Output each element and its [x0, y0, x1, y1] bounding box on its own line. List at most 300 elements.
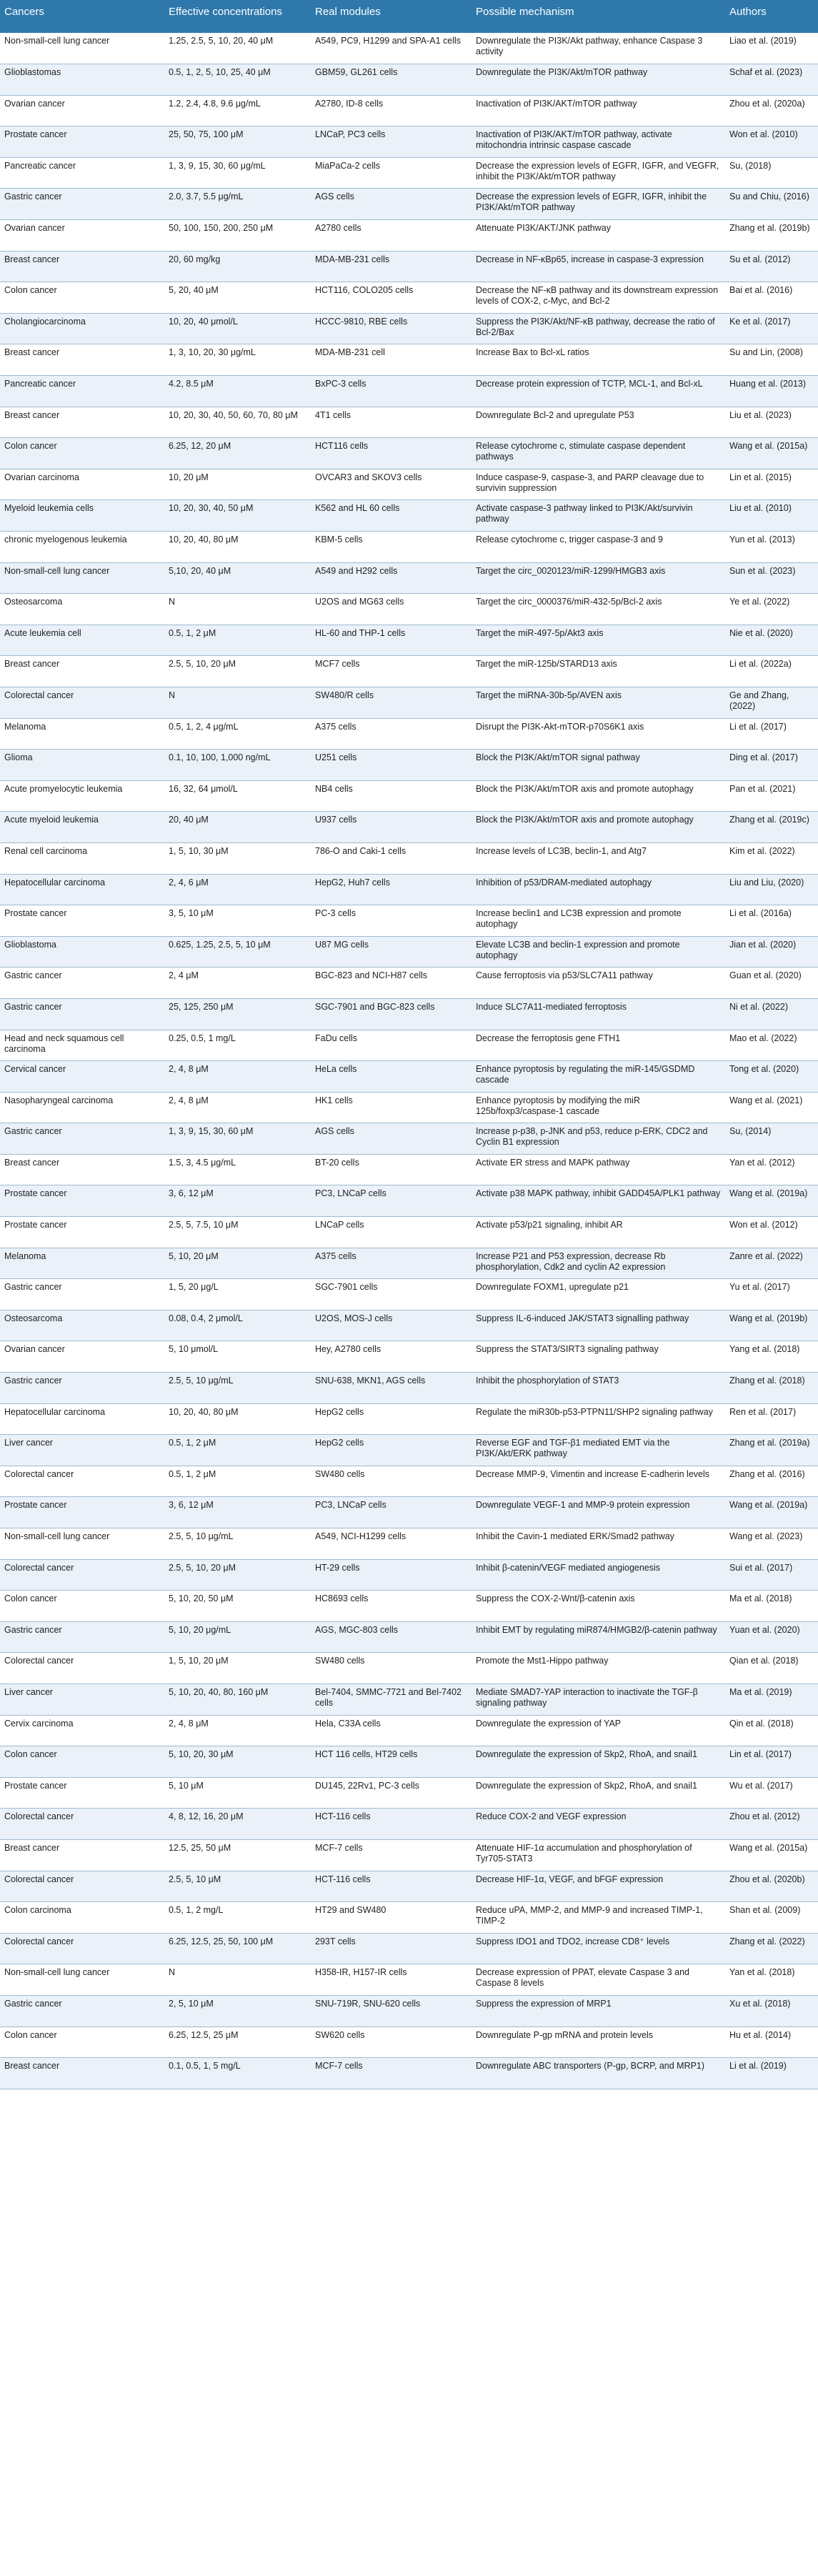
concentration-cell: 2, 5, 10 μM: [164, 1995, 311, 2027]
mechanism-cell: Inhibit the phosphorylation of STAT3: [472, 1373, 725, 1404]
author-cell: Yan et al. (2018): [725, 1964, 818, 1996]
author-cell: Liu et al. (2023): [725, 407, 818, 438]
cancer-cell: Gastric cancer: [0, 1373, 164, 1404]
module-cell: HCCC-9810, RBE cells: [311, 313, 472, 344]
module-cell: LNCaP, PC3 cells: [311, 126, 472, 158]
table-row: [0, 1061, 818, 1093]
cancer-cell: Cholangiocarcinoma: [0, 313, 164, 344]
author-cell: Li et al. (2019): [725, 2058, 818, 2089]
author-cell: Tong et al. (2020): [725, 1061, 818, 1093]
module-cell: SNU-638, MKN1, AGS cells: [311, 1373, 472, 1404]
mechanism-cell: Enhance pyroptosis by regulating the miR-145/GSDMD cascade: [472, 1061, 725, 1093]
cancer-cell: Gastric cancer: [0, 1279, 164, 1311]
author-cell: Yuan et al. (2020): [725, 1621, 818, 1653]
module-cell: HCT-116 cells: [311, 1871, 472, 1902]
table-row: [0, 1777, 818, 1809]
module-cell: HT-29 cells: [311, 1559, 472, 1591]
module-cell: KBM-5 cells: [311, 532, 472, 563]
author-cell: Zhou et al. (2012): [725, 1809, 818, 1840]
concentration-cell: 2, 4, 6 μM: [164, 874, 311, 905]
module-cell: OVCAR3 and SKOV3 cells: [311, 469, 472, 500]
cancer-cell: Acute promyelocytic leukemia: [0, 780, 164, 812]
header-effective-concentrations: Effective concentrations: [164, 0, 311, 33]
table-row: [0, 718, 818, 750]
cancer-cell: Non-small-cell lung cancer: [0, 562, 164, 594]
mechanism-cell: Release cytochrome c, stimulate caspase dependent pathways: [472, 438, 725, 469]
mechanism-cell: Decrease protein expression of TCTP, MCL-1, and Bcl-xL: [472, 376, 725, 407]
mechanism-cell: Suppress IDO1 and TDO2, increase CD8⁺ levels: [472, 1933, 725, 1964]
module-cell: PC3, LNCaP cells: [311, 1497, 472, 1528]
author-cell: Zhang et al. (2018): [725, 1373, 818, 1404]
module-cell: HeLa cells: [311, 1061, 472, 1093]
cancer-cell: Breast cancer: [0, 251, 164, 282]
table-row: [0, 313, 818, 344]
concentration-cell: 2, 4 μM: [164, 968, 311, 999]
concentration-cell: 1, 3, 10, 20, 30 μg/mL: [164, 344, 311, 376]
mechanism-cell: Downregulate the expression of YAP: [472, 1715, 725, 1746]
mechanism-cell: Inhibit β-catenin/VEGF mediated angiogenesis: [472, 1559, 725, 1591]
cancer-cell: Colon cancer: [0, 282, 164, 314]
cancer-cell: Prostate cancer: [0, 126, 164, 158]
concentration-cell: 2.5, 5, 7.5, 10 μM: [164, 1217, 311, 1248]
mechanism-cell: Decrease MMP-9, Vimentin and increase E-cadherin levels: [472, 1466, 725, 1497]
module-cell: A375 cells: [311, 1248, 472, 1279]
module-cell: HCT-116 cells: [311, 1809, 472, 1840]
author-cell: Bai et al. (2016): [725, 282, 818, 314]
module-cell: U2OS and MG63 cells: [311, 594, 472, 625]
author-cell: Liu and Liu, (2020): [725, 874, 818, 905]
table-row: [0, 1279, 818, 1311]
cancer-cell: Liver cancer: [0, 1435, 164, 1466]
concentration-cell: 1.5, 3, 4.5 μg/mL: [164, 1154, 311, 1185]
author-cell: Zhang et al. (2019b): [725, 220, 818, 252]
author-cell: Ye et al. (2022): [725, 594, 818, 625]
mechanism-cell: Inhibit EMT by regulating miR874/HMGB2/β-catenin pathway: [472, 1621, 725, 1653]
module-cell: U87 MG cells: [311, 936, 472, 968]
cancer-cell: Hepatocellular carcinoma: [0, 1403, 164, 1435]
author-cell: Zhou et al. (2020a): [725, 95, 818, 126]
mechanism-cell: Promote the Mst1-Hippo pathway: [472, 1653, 725, 1684]
concentration-cell: 25, 125, 250 μM: [164, 998, 311, 1030]
cancer-cell: Colorectal cancer: [0, 1466, 164, 1497]
module-cell: FaDu cells: [311, 1030, 472, 1061]
table-row: [0, 1995, 818, 2027]
module-cell: AGS cells: [311, 1123, 472, 1155]
module-cell: GBM59, GL261 cells: [311, 64, 472, 96]
module-cell: Hela, C33A cells: [311, 1715, 472, 1746]
table-row: [0, 1030, 818, 1061]
cancer-cell: Melanoma: [0, 1248, 164, 1279]
cancer-cell: Colorectal cancer: [0, 1809, 164, 1840]
cancer-cell: Gastric cancer: [0, 1123, 164, 1155]
concentration-cell: 2.5, 5, 10 μM: [164, 1871, 311, 1902]
concentration-cell: 0.1, 10, 100, 1,000 ng/mL: [164, 750, 311, 781]
concentration-cell: 5, 10, 20, 40, 80, 160 μM: [164, 1684, 311, 1715]
concentration-cell: 16, 32, 64 μmol/L: [164, 780, 311, 812]
author-cell: Schaf et al. (2023): [725, 64, 818, 96]
cancer-cell: Prostate cancer: [0, 1497, 164, 1528]
cancer-cell: Nasopharyngeal carcinoma: [0, 1092, 164, 1123]
table-row: [0, 64, 818, 96]
concentration-cell: 2.5, 5, 10, 20 μM: [164, 1559, 311, 1591]
module-cell: HepG2 cells: [311, 1435, 472, 1466]
table-row: [0, 500, 818, 532]
module-cell: A2780 cells: [311, 220, 472, 252]
mechanism-cell: Block the PI3K/Akt/mTOR axis and promote autophagy: [472, 780, 725, 812]
table-row: [0, 1839, 818, 1871]
table-row: [0, 1373, 818, 1404]
table-row: [0, 344, 818, 376]
mechanism-cell: Decrease in NF-κBp65, increase in caspase-3 expression: [472, 251, 725, 282]
module-cell: K562 and HL 60 cells: [311, 500, 472, 532]
mechanism-cell: Activate ER stress and MAPK pathway: [472, 1154, 725, 1185]
author-cell: Yu et al. (2017): [725, 1279, 818, 1311]
concentration-cell: 5, 10, 20, 30 μM: [164, 1746, 311, 1778]
author-cell: Kim et al. (2022): [725, 842, 818, 874]
concentration-cell: 1.2, 2.4, 4.8, 9.6 μg/mL: [164, 95, 311, 126]
cancer-cell: Non-small-cell lung cancer: [0, 33, 164, 64]
mechanism-cell: Decrease expression of PPAT, elevate Caspase 3 and Caspase 8 levels: [472, 1964, 725, 1996]
concentration-cell: 2, 4, 8 μM: [164, 1715, 311, 1746]
mechanism-cell: Mediate SMAD7-YAP interaction to inactivate the TGF-β signaling pathway: [472, 1684, 725, 1715]
module-cell: 4T1 cells: [311, 407, 472, 438]
concentration-cell: 12.5, 25, 50 μM: [164, 1839, 311, 1871]
mechanism-cell: Target the miR-497-5p/Akt3 axis: [472, 625, 725, 656]
cancer-cell: Ovarian cancer: [0, 95, 164, 126]
mechanism-cell: Reduce COX-2 and VEGF expression: [472, 1809, 725, 1840]
module-cell: HC8693 cells: [311, 1591, 472, 1622]
author-cell: Ren et al. (2017): [725, 1403, 818, 1435]
concentration-cell: 10, 20, 40, 80 μM: [164, 1403, 311, 1435]
mechanism-cell: Downregulate ABC transporters (P-gp, BCRP, and MRP1): [472, 2058, 725, 2089]
module-cell: SNU-719R, SNU-620 cells: [311, 1995, 472, 2027]
cancer-cell: Prostate cancer: [0, 1777, 164, 1809]
header-authors: Authors: [725, 0, 818, 33]
module-cell: SW480/R cells: [311, 687, 472, 718]
cancer-cell: Liver cancer: [0, 1684, 164, 1715]
mechanism-cell: Suppress IL-6-induced JAK/STAT3 signalling pathway: [472, 1310, 725, 1341]
mechanism-cell: Downregulate P-gp mRNA and protein levels: [472, 2027, 725, 2058]
concentration-cell: 2, 4, 8 μM: [164, 1061, 311, 1093]
author-cell: Qin et al. (2018): [725, 1715, 818, 1746]
table-row: [0, 2058, 818, 2089]
mechanism-cell: Activate p53/p21 signaling, inhibit AR: [472, 1217, 725, 1248]
cancer-cell: Colon cancer: [0, 1746, 164, 1778]
author-cell: Xu et al. (2018): [725, 1995, 818, 2027]
table-row: [0, 2027, 818, 2058]
table-header: [0, 0, 818, 33]
module-cell: BGC-823 and NCI-H87 cells: [311, 968, 472, 999]
table-row: [0, 407, 818, 438]
author-cell: Zhang et al. (2022): [725, 1933, 818, 1964]
header-possible-mechanism: Possible mechanism: [472, 0, 725, 33]
table-row: [0, 126, 818, 158]
cancer-cell: Breast cancer: [0, 656, 164, 687]
concentration-cell: 1, 5, 20 μg/L: [164, 1279, 311, 1311]
table-row: [0, 251, 818, 282]
mechanism-cell: Downregulate the expression of Skp2, RhoA, and snail1: [472, 1746, 725, 1778]
author-cell: Jian et al. (2020): [725, 936, 818, 968]
concentration-cell: 5, 10, 20, 50 μM: [164, 1591, 311, 1622]
module-cell: SGC-7901 and BGC-823 cells: [311, 998, 472, 1030]
mechanism-cell: Downregulate the expression of Skp2, RhoA, and snail1: [472, 1777, 725, 1809]
cancer-cell: Breast cancer: [0, 1839, 164, 1871]
table-row: [0, 1466, 818, 1497]
module-cell: 293T cells: [311, 1933, 472, 1964]
mechanism-cell: Block the PI3K/Akt/mTOR signal pathway: [472, 750, 725, 781]
concentration-cell: 1, 5, 10, 30 μM: [164, 842, 311, 874]
module-cell: HT29 and SW480: [311, 1902, 472, 1934]
table-row: [0, 1310, 818, 1341]
concentration-cell: 5,10, 20, 40 μM: [164, 562, 311, 594]
mechanism-cell: Attenuate PI3K/AKT/JNK pathway: [472, 220, 725, 252]
author-cell: Mao et al. (2022): [725, 1030, 818, 1061]
module-cell: BxPC-3 cells: [311, 376, 472, 407]
table-row: [0, 1185, 818, 1217]
table-body: [0, 33, 818, 2089]
table-row: [0, 625, 818, 656]
table-row: [0, 1497, 818, 1528]
module-cell: 786-O and Caki-1 cells: [311, 842, 472, 874]
author-cell: Wang et al. (2015a): [725, 438, 818, 469]
module-cell: HepG2, Huh7 cells: [311, 874, 472, 905]
table-row: [0, 282, 818, 314]
concentration-cell: 6.25, 12.5, 25, 50, 100 μM: [164, 1933, 311, 1964]
cancer-cell: Ovarian cancer: [0, 220, 164, 252]
author-cell: Wang et al. (2019a): [725, 1497, 818, 1528]
concentration-cell: 0.5, 1, 2, 4 μg/mL: [164, 718, 311, 750]
author-cell: Liu et al. (2010): [725, 500, 818, 532]
author-cell: Ge and Zhang, (2022): [725, 687, 818, 718]
concentration-cell: 0.5, 1, 2 μM: [164, 1435, 311, 1466]
module-cell: A549, PC9, H1299 and SPA-A1 cells: [311, 33, 472, 64]
mechanism-cell: Target the miR-125b/STARD13 axis: [472, 656, 725, 687]
table-row: [0, 469, 818, 500]
concentration-cell: 10, 20, 30, 40, 50 μM: [164, 500, 311, 532]
module-cell: U251 cells: [311, 750, 472, 781]
mechanism-cell: Increase beclin1 and LC3B expression and promote autophagy: [472, 905, 725, 937]
concentration-cell: 5, 10, 20 μM: [164, 1248, 311, 1279]
mechanism-cell: Suppress the expression of MRP1: [472, 1995, 725, 2027]
cancer-cell: Breast cancer: [0, 407, 164, 438]
author-cell: Zhou et al. (2020b): [725, 1871, 818, 1902]
mechanism-cell: Attenuate HIF-1α accumulation and phosphorylation of Tyr705-STAT3: [472, 1839, 725, 1871]
concentration-cell: 1.25, 2.5, 5, 10, 20, 40 μM: [164, 33, 311, 64]
table-row: [0, 1341, 818, 1373]
author-cell: Li et al. (2022a): [725, 656, 818, 687]
module-cell: MCF-7 cells: [311, 1839, 472, 1871]
cancer-cell: Hepatocellular carcinoma: [0, 874, 164, 905]
table-row: [0, 905, 818, 937]
mechanism-cell: Increase p-p38, p-JNK and p53, reduce p-ERK, CDC2 and Cyclin B1 expression: [472, 1123, 725, 1155]
author-cell: Zhang et al. (2019c): [725, 812, 818, 843]
mechanism-cell: Downregulate FOXM1, upregulate p21: [472, 1279, 725, 1311]
table-row: [0, 874, 818, 905]
mechanism-cell: Inactivation of PI3K/AKT/mTOR pathway, activate mitochondria intrinsic caspase cascade: [472, 126, 725, 158]
author-cell: Ni et al. (2022): [725, 998, 818, 1030]
cancer-cell: Colon cancer: [0, 1591, 164, 1622]
cancer-cell: Head and neck squamous cell carcinoma: [0, 1030, 164, 1061]
mechanism-cell: Decrease the expression levels of EGFR, IGFR, and VEGFR, inhibit the PI3K/Akt/mTOR pathway: [472, 157, 725, 189]
module-cell: HCT116 cells: [311, 438, 472, 469]
cancer-cell: Cervix carcinoma: [0, 1715, 164, 1746]
author-cell: Zanre et al. (2022): [725, 1248, 818, 1279]
module-cell: MDA-MB-231 cells: [311, 251, 472, 282]
table-row: [0, 1871, 818, 1902]
author-cell: Ma et al. (2018): [725, 1591, 818, 1622]
table-row: [0, 656, 818, 687]
mechanism-cell: Decrease the NF-κB pathway and its downstream expression levels of COX-2, c-Myc, and Bcl-2: [472, 282, 725, 314]
mechanism-cell: Elevate LC3B and beclin-1 expression and promote autophagy: [472, 936, 725, 968]
author-cell: Yang et al. (2018): [725, 1341, 818, 1373]
mechanism-cell: Decrease HIF-1α, VEGF, and bFGF expression: [472, 1871, 725, 1902]
author-cell: Su and Chiu, (2016): [725, 189, 818, 220]
concentration-cell: 0.5, 1, 2 μM: [164, 625, 311, 656]
mechanism-cell: Inactivation of PI3K/AKT/mTOR pathway: [472, 95, 725, 126]
table-row: [0, 1591, 818, 1622]
table-row: [0, 1933, 818, 1964]
cancer-cell: Colorectal cancer: [0, 1559, 164, 1591]
mechanism-cell: Downregulate Bcl-2 and upregulate P53: [472, 407, 725, 438]
cancer-cell: Pancreatic cancer: [0, 376, 164, 407]
author-cell: Yan et al. (2012): [725, 1154, 818, 1185]
cancer-cell: Gastric cancer: [0, 189, 164, 220]
table-row: [0, 157, 818, 189]
author-cell: Lin et al. (2015): [725, 469, 818, 500]
cancer-cell: Osteosarcoma: [0, 594, 164, 625]
cancer-cell: Melanoma: [0, 718, 164, 750]
table-row: [0, 1217, 818, 1248]
table-row: [0, 532, 818, 563]
mechanism-cell: Downregulate the PI3K/Akt pathway, enhance Caspase 3 activity: [472, 33, 725, 64]
author-cell: Li et al. (2017): [725, 718, 818, 750]
module-cell: A549, NCI-H1299 cells: [311, 1528, 472, 1560]
table-row: [0, 562, 818, 594]
author-cell: Huang et al. (2013): [725, 376, 818, 407]
concentration-cell: 0.5, 1, 2 mg/L: [164, 1902, 311, 1934]
mechanism-cell: Target the circ_0020123/miR-1299/HMGB3 axis: [472, 562, 725, 594]
module-cell: Hey, A2780 cells: [311, 1341, 472, 1373]
header-cancers: Cancers: [0, 0, 164, 33]
module-cell: LNCaP cells: [311, 1217, 472, 1248]
cancer-cell: Colorectal cancer: [0, 1933, 164, 1964]
cancer-cell: Breast cancer: [0, 1154, 164, 1185]
concentration-cell: 5, 10 μmol/L: [164, 1341, 311, 1373]
author-cell: Yun et al. (2013): [725, 532, 818, 563]
author-cell: Su, (2014): [725, 1123, 818, 1155]
author-cell: Guan et al. (2020): [725, 968, 818, 999]
mechanism-cell: Block the PI3K/Akt/mTOR axis and promote autophagy: [472, 812, 725, 843]
author-cell: Ke et al. (2017): [725, 313, 818, 344]
table-row: [0, 1715, 818, 1746]
mechanism-cell: Inhibition of p53/DRAM-mediated autophagy: [472, 874, 725, 905]
concentration-cell: 10, 20, 40 μmol/L: [164, 313, 311, 344]
table-row: [0, 1559, 818, 1591]
cancer-cell: Gastric cancer: [0, 968, 164, 999]
cancer-cell: Myeloid leukemia cells: [0, 500, 164, 532]
author-cell: Pan et al. (2021): [725, 780, 818, 812]
mechanism-cell: Induce caspase-9, caspase-3, and PARP cleavage due to survivin suppression: [472, 469, 725, 500]
concentration-cell: 3, 6, 12 μM: [164, 1497, 311, 1528]
module-cell: MiaPaCa-2 cells: [311, 157, 472, 189]
mechanism-cell: Suppress the STAT3/SIRT3 signaling pathway: [472, 1341, 725, 1373]
concentration-cell: 3, 6, 12 μM: [164, 1185, 311, 1217]
cancer-cell: Non-small-cell lung cancer: [0, 1528, 164, 1560]
mechanism-cell: Induce SLC7A11-mediated ferroptosis: [472, 998, 725, 1030]
module-cell: SW480 cells: [311, 1466, 472, 1497]
mechanism-cell: Reverse EGF and TGF-β1 mediated EMT via the PI3K/Akt/ERK pathway: [472, 1435, 725, 1466]
table-row: [0, 376, 818, 407]
author-cell: Shan et al. (2009): [725, 1902, 818, 1934]
table-row: [0, 1123, 818, 1155]
table-row: [0, 33, 818, 64]
table-row: [0, 842, 818, 874]
module-cell: NB4 cells: [311, 780, 472, 812]
mechanism-cell: Cause ferroptosis via p53/SLC7A11 pathway: [472, 968, 725, 999]
cancer-cell: Pancreatic cancer: [0, 157, 164, 189]
header-row: [0, 0, 818, 33]
table-row: [0, 95, 818, 126]
cancer-cell: Breast cancer: [0, 344, 164, 376]
table-row: [0, 220, 818, 252]
author-cell: Su and Lin, (2008): [725, 344, 818, 376]
concentration-cell: 0.08, 0.4, 2 μmol/L: [164, 1310, 311, 1341]
module-cell: Bel-7404, SMMC-7721 and Bel-7402 cells: [311, 1684, 472, 1715]
concentration-cell: N: [164, 687, 311, 718]
mechanism-cell: Regulate the miR30b-p53-PTPN11/SHP2 signaling pathway: [472, 1403, 725, 1435]
concentration-cell: 5, 10 μM: [164, 1777, 311, 1809]
table-row: [0, 936, 818, 968]
concentration-cell: N: [164, 594, 311, 625]
mechanism-cell: Increase levels of LC3B, beclin-1, and Atg7: [472, 842, 725, 874]
author-cell: Ding et al. (2017): [725, 750, 818, 781]
table-row: [0, 780, 818, 812]
module-cell: U937 cells: [311, 812, 472, 843]
author-cell: Liao et al. (2019): [725, 33, 818, 64]
concentration-cell: N: [164, 1964, 311, 1996]
concentration-cell: 6.25, 12.5, 25 μM: [164, 2027, 311, 2058]
module-cell: HepG2 cells: [311, 1403, 472, 1435]
mechanism-cell: Enhance pyroptosis by modifying the miR 125b/foxp3/caspase-1 cascade: [472, 1092, 725, 1123]
module-cell: MCF-7 cells: [311, 2058, 472, 2089]
cancer-cell: Prostate cancer: [0, 1185, 164, 1217]
cancer-cell: Colon cancer: [0, 2027, 164, 2058]
cancer-cell: Colorectal cancer: [0, 1871, 164, 1902]
module-cell: AGS cells: [311, 189, 472, 220]
concentration-cell: 2, 4, 8 μM: [164, 1092, 311, 1123]
table-row: [0, 1746, 818, 1778]
table-row: [0, 1809, 818, 1840]
module-cell: BT-20 cells: [311, 1154, 472, 1185]
author-cell: Won et al. (2010): [725, 126, 818, 158]
mechanism-cell: Suppress the COX-2-Wnt/β-catenin axis: [472, 1591, 725, 1622]
author-cell: Sui et al. (2017): [725, 1559, 818, 1591]
author-cell: Wang et al. (2019b): [725, 1310, 818, 1341]
cancer-cell: Glioma: [0, 750, 164, 781]
author-cell: Ma et al. (2019): [725, 1684, 818, 1715]
table-row: [0, 189, 818, 220]
cancer-cell: Ovarian cancer: [0, 1341, 164, 1373]
mechanism-cell: Activate p38 MAPK pathway, inhibit GADD45A/PLK1 pathway: [472, 1185, 725, 1217]
module-cell: U2OS, MOS-J cells: [311, 1310, 472, 1341]
mechanism-cell: Target the miRNA-30b-5p/AVEN axis: [472, 687, 725, 718]
concentration-cell: 25, 50, 75, 100 μM: [164, 126, 311, 158]
module-cell: A549 and H292 cells: [311, 562, 472, 594]
concentration-cell: 2.5, 5, 10 μg/mL: [164, 1528, 311, 1560]
cancer-cell: Non-small-cell lung cancer: [0, 1964, 164, 1996]
mechanism-cell: Reduce uPA, MMP-2, and MMP-9 and increased TIMP-1, TIMP-2: [472, 1902, 725, 1934]
mechanism-cell: Decrease the expression levels of EGFR, IGFR, inhibit the PI3K/Akt/mTOR pathway: [472, 189, 725, 220]
